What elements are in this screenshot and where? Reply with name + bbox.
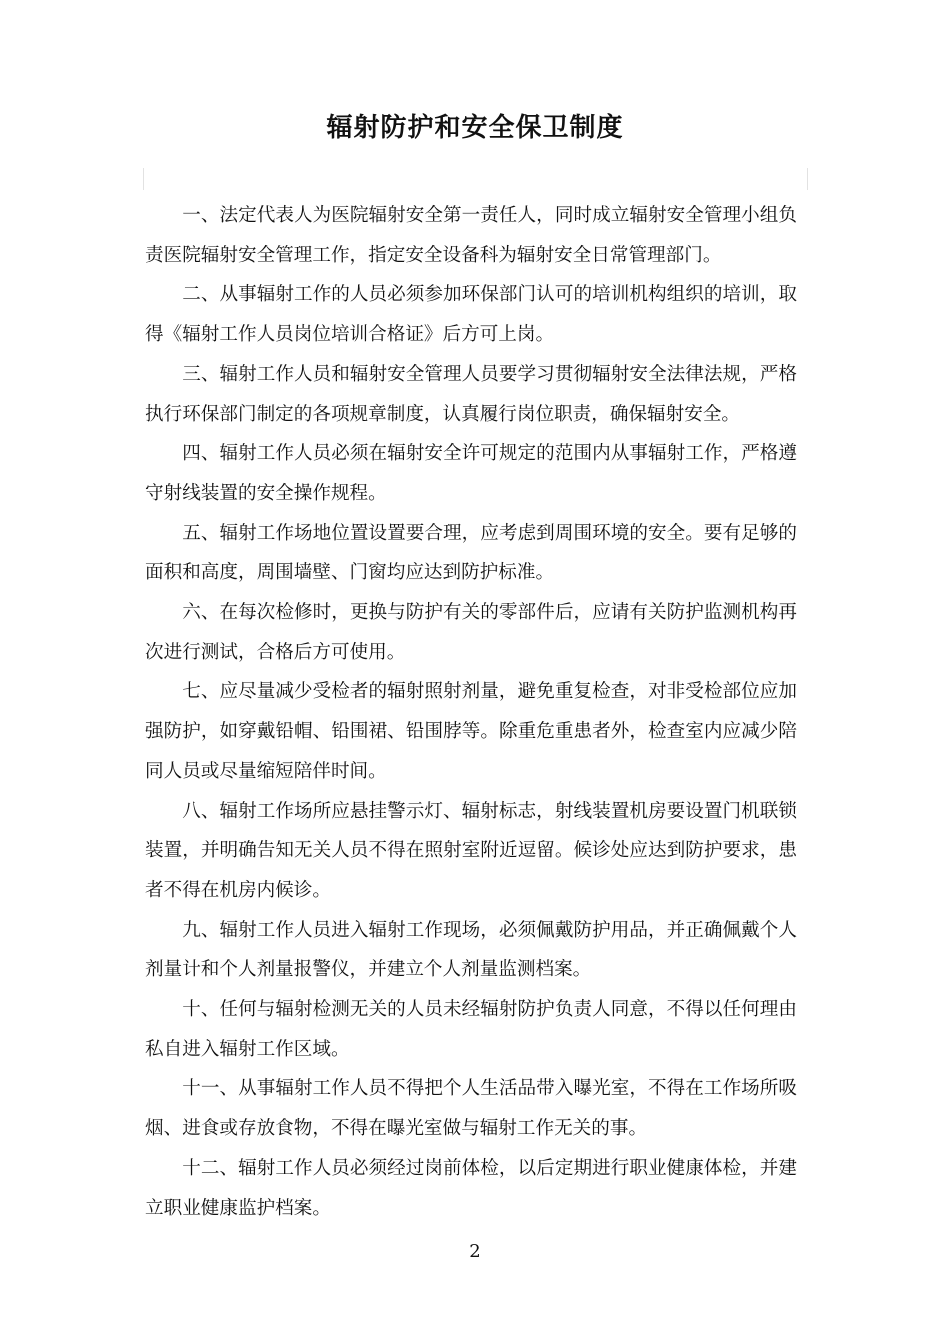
document-body (145, 196, 797, 1228)
paragraph: 十、任何与辐射检测无关的人员未经辐射防护负责人同意，不得以任何理由私自进入辐射工作区域。 (145, 999, 797, 1060)
paragraph: 九、辐射工作人员进入辐射工作现场，必须佩戴防护用品，并正确佩戴个人剂量计和个人剂量报警仪，并建立个人剂量监测档案。 (145, 919, 797, 981)
paragraph: 一、法定代表人为医院辐射安全第一责任人，同时成立辐射安全管理小组负责医院辐射安全管理工作，指定安全设备科为辐射安全日常管理部门。 (145, 205, 797, 266)
paragraph: 十一、从事辐射工作人员不得把个人生活品带入曝光室，不得在工作场所吸烟、进食或存放食物，不得在曝光室做与辐射工作无关的事。 (145, 1078, 797, 1140)
paragraph: 五、辐射工作场地位置设置要合理，应考虑到周围环境的安全。要有足够的面积和高度，周围墙壁、门窗均应达到防护标准。 (145, 522, 797, 584)
paragraph: 三、辐射工作人员和辐射安全管理人员要学习贯彻辐射安全法律法规，严格执行环保部门制定的各项规章制度，认真履行岗位职责，确保辐射安全。 (145, 363, 797, 425)
paragraph: 六、在每次检修时，更换与防护有关的零部件后，应请有关防护监测机构再次进行测试，合格后方可使用。 (145, 602, 797, 663)
paragraph: 二、从事辐射工作的人员必须参加环保部门认可的培训机构组织的培训，取得《辐射工作人员岗位培训合格证》后方可上岗。 (145, 284, 797, 346)
page-number: 2 (469, 1241, 481, 1262)
paragraph: 十二、辐射工作人员必须经过岗前体检，以后定期进行职业健康体检，并建立职业健康监护档案。 (145, 1157, 797, 1219)
margin-mark-left (143, 168, 144, 190)
paragraph: 七、应尽量减少受检者的辐射照射剂量，避免重复检查，对非受检部位应加强防护，如穿戴铅帽、铅围裙、铅围脖等。除重危重患者外，检查室内应减少陪同人员或尽量缩短陪伴时间。 (145, 681, 797, 782)
paragraph: 四、辐射工作人员必须在辐射安全许可规定的范围内从事辐射工作，严格遵守射线装置的安全操作规程。 (145, 443, 797, 504)
page-title: 辐射防护和安全保卫制度 (326, 113, 624, 143)
paragraph: 八、辐射工作场所应悬挂警示灯、辐射标志，射线装置机房要设置门机联锁装置，并明确告知无关人员不得在照射室附近逗留。候诊处应达到防护要求，患者不得在机房内候诊。 (145, 800, 797, 901)
margin-mark-right (807, 168, 808, 190)
